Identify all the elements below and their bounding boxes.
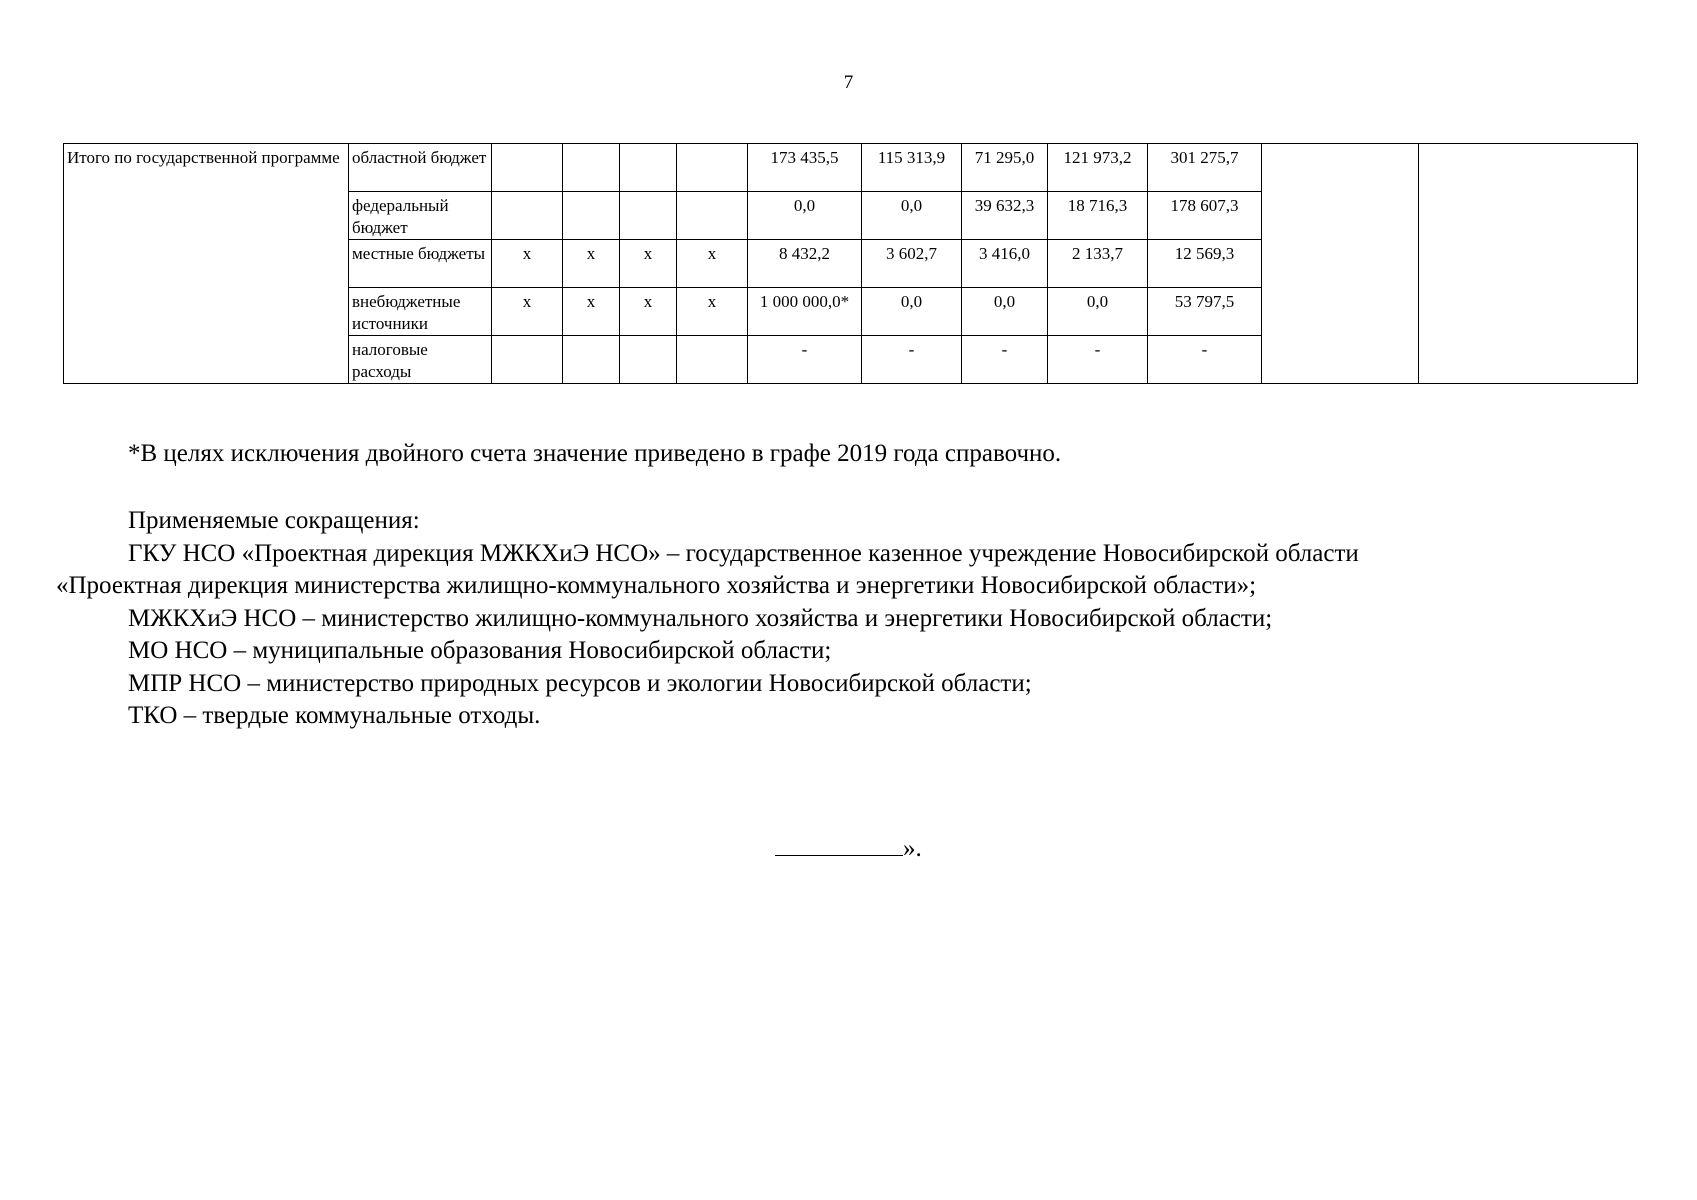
page-number: 7 (843, 72, 854, 93)
value-cell-2019: 0,0 (748, 192, 862, 240)
code-cell (492, 336, 563, 384)
code-cell: х (620, 240, 677, 288)
value-cell-2021: - (962, 336, 1048, 384)
value-cell-2023: 301 275,7 (1148, 144, 1262, 192)
value-cell-2020: 0,0 (862, 288, 962, 336)
code-cell (620, 144, 677, 192)
code-cell (563, 336, 620, 384)
source-cell: местные бюджеты (349, 240, 492, 288)
code-cell (492, 192, 563, 240)
source-cell: внебюджетные источники (349, 288, 492, 336)
value-cell-2021: 3 416,0 (962, 240, 1048, 288)
value-cell-2022: 121 973,2 (1048, 144, 1148, 192)
value-cell-2019: - (748, 336, 862, 384)
code-cell: х (677, 288, 748, 336)
code-cell (563, 144, 620, 192)
value-cell-2023: 53 797,5 (1148, 288, 1262, 336)
value-cell-2023: 12 569,3 (1148, 240, 1262, 288)
code-cell (677, 144, 748, 192)
value-cell-2022: 2 133,7 (1048, 240, 1148, 288)
abbreviations-heading: Применяемые сокращения: (128, 507, 420, 534)
value-cell-2021: 71 295,0 (962, 144, 1048, 192)
abbreviation-gku-line2: «Проектная дирекция министерства жилищно-коммунального хозяйства и энергетики Новосибирской области»; (56, 572, 1257, 599)
value-cell-2022: 0,0 (1048, 288, 1148, 336)
abbreviation-mpr: МПР НСО – министерство природных ресурсов и экологии Новосибирской области; (128, 669, 1032, 697)
code-cell: х (563, 288, 620, 336)
value-cell-2023: 178 607,3 (1148, 192, 1262, 240)
value-cell-2020: 115 313,9 (862, 144, 962, 192)
table-row (64, 144, 1638, 192)
abbreviation-mo: МО НСО – муниципальные образования Новосибирской области; (128, 637, 832, 664)
closing-mark (775, 833, 922, 863)
source-cell: областной бюджет (349, 144, 492, 192)
abbreviation-tko: ТКО – твердые коммунальные отходы. (128, 702, 541, 729)
code-cell: х (620, 288, 677, 336)
code-cell (620, 336, 677, 384)
code-cell (677, 192, 748, 240)
blank-underline (775, 833, 903, 856)
value-cell-2020: 0,0 (862, 192, 962, 240)
code-cell: х (492, 288, 563, 336)
code-cell: х (563, 240, 620, 288)
value-cell-2022: 18 716,3 (1048, 192, 1148, 240)
code-cell (620, 192, 677, 240)
abbreviation-mzhkhie: МЖКХиЭ НСО – министерство жилищно-коммунального хозяйства и энергетики Новосибирской области; (128, 604, 1273, 632)
abbreviations-section (56, 505, 1646, 733)
source-cell: налоговые расходы (349, 336, 492, 384)
value-cell-2019: 1 000 000,0* (748, 288, 862, 336)
value-cell-2020: - (862, 336, 962, 384)
value-cell-2023: - (1148, 336, 1262, 384)
result-cell (1419, 144, 1638, 384)
footnote: *В целях исключения двойного счета значение приведено в графе 2019 года справочно. (128, 440, 1062, 467)
value-cell-2021: 39 632,3 (962, 192, 1048, 240)
source-cell: федеральный бюджет (349, 192, 492, 240)
value-cell-2021: 0,0 (962, 288, 1048, 336)
value-cell-2020: 3 602,7 (862, 240, 962, 288)
value-cell-2022: - (1048, 336, 1148, 384)
budget-table (63, 143, 1638, 384)
code-cell (677, 336, 748, 384)
code-cell: х (492, 240, 563, 288)
value-cell-2019: 8 432,2 (748, 240, 862, 288)
code-cell (563, 192, 620, 240)
value-cell-2019: 173 435,5 (748, 144, 862, 192)
executor-cell (1262, 144, 1419, 384)
code-cell: х (677, 240, 748, 288)
abbreviation-gku-line1: ГКУ НСО «Проектная дирекция МЖКХиЭ НСО» – государственное казенное учреждение Новосибирской области (128, 539, 1359, 567)
row-label-cell: Итого по государственной программе (64, 144, 349, 384)
closing-quote: ». (903, 835, 922, 862)
code-cell (492, 144, 563, 192)
